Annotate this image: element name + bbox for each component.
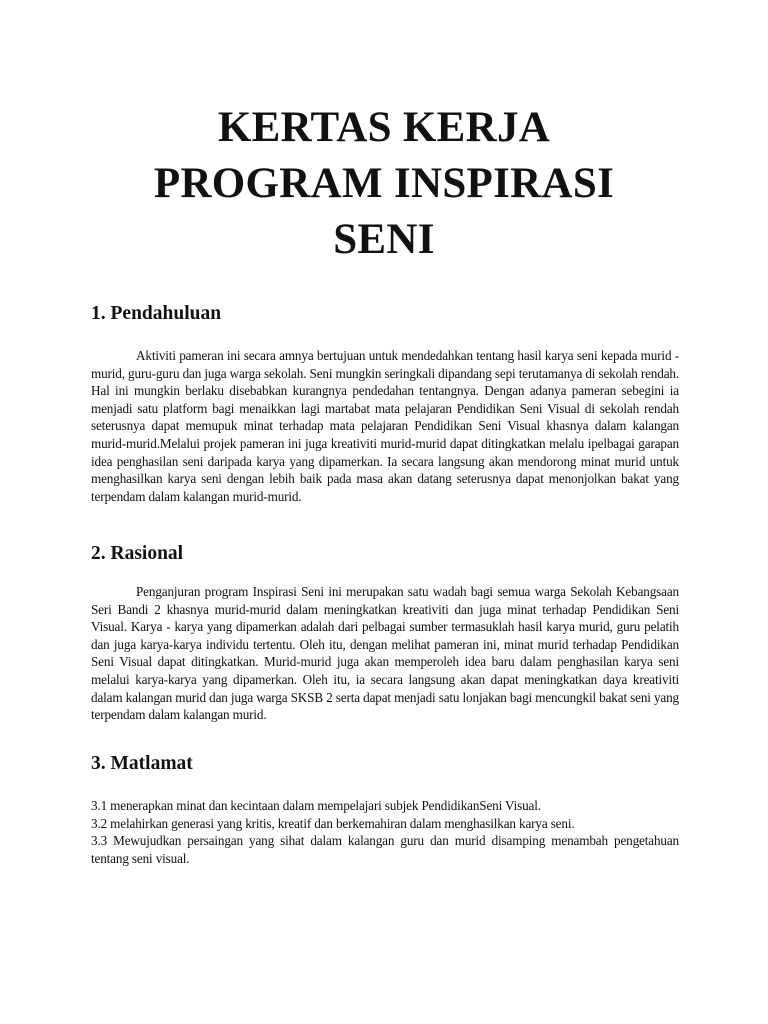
list-item: 3.1 menerapkan minat dan kecintaan dalam mempelajari subjek PendidikanSeni Visual.	[91, 798, 541, 813]
list-item: 3.3 Mewujudkan persaingan yang sihat dalam kalangan guru dan murid disamping menambah pengetahuan tentang seni visual.	[91, 833, 679, 866]
document-title	[80, 100, 688, 268]
section-heading-matlamat: 3. Matlamat	[91, 753, 193, 774]
list-item: 3.2 melahirkan generasi yang kritis, kreatif dan berkemahiran dalam menghasilkan karya seni.	[91, 815, 575, 831]
section-heading-pendahuluan: 1. Pendahuluan	[91, 303, 222, 324]
title-line-2: PROGRAM INSPIRASI	[153, 160, 615, 207]
section-paragraph-pendahuluan: Aktiviti pameran ini secara amnya bertujuan untuk mendedahkan tentang hasil karya seni kepada murid -murid, guru-guru dan juga warga sekolah. Seni mungkin seringkali dipandang sepi terutamanya di sekolah rendah. Hal ini mungkin berlaku disebabkan kurangnya pendedahan tentangnya. Dengan adanya pameran sebegini ia menjadi satu platform bagi menaikkan lagi martabat mata pelajaran Pendidikan Seni Visual di sekolah rendah seterusnya dapat memupuk minat terhadap mata pelajaran Pendidikan Seni Visual khasnya dalam kalangan murid-murid.Melalui projek pameran ini juga kreativiti murid-murid dapat ditingkatkan melalu ipelbagai garapan idea penghasilan seni daripada karya yang dipamerkan. Ia secara langsung akan mendorong minat murid untuk menghasilkan karya seni dengan lebih baik pada masa akan datang seterusnya dapat menonjolkan bakat yang terpendam dalam kalangan murid-murid.	[91, 348, 679, 504]
matlamat-list	[91, 797, 679, 867]
section-paragraph-rasional: Penganjuran program Inspirasi Seni ini merupakan satu wadah bagi semua warga Sekolah Kebangsaan Seri Bandi 2 khasnya murid-murid dalam meningkatkan kreativiti dan juga minat terhadap Pendidikan Seni Visual. Karya - karya yang dipamerkan adalah dari pelbagai sumber termasuklah hasil karya murid, guru pelatih dan juga karya-karya individu tertentu. Oleh itu, dengan melihat pameran ini, minat murid terhadap Pendidikan Seni Visual dapat ditingkatkan. Murid-murid juga akan memperoleh idea baru dalam penghasilan karya seni melalui karya-karya yang dipamerkan. Oleh itu, ia secara langsung akan dapat meningkatkan daya kreativiti dalam kalangan murid dan juga warga SKSB 2 serta dapat menjadi satu lonjakan bagi mencungkil bakat seni yang terpendam dalam kalangan murid.	[91, 584, 679, 723]
title-line-1: KERTAS KERJA	[217, 104, 551, 151]
title-line-3: SENI	[333, 216, 435, 263]
section-heading-rasional: 2. Rasional	[91, 543, 184, 564]
